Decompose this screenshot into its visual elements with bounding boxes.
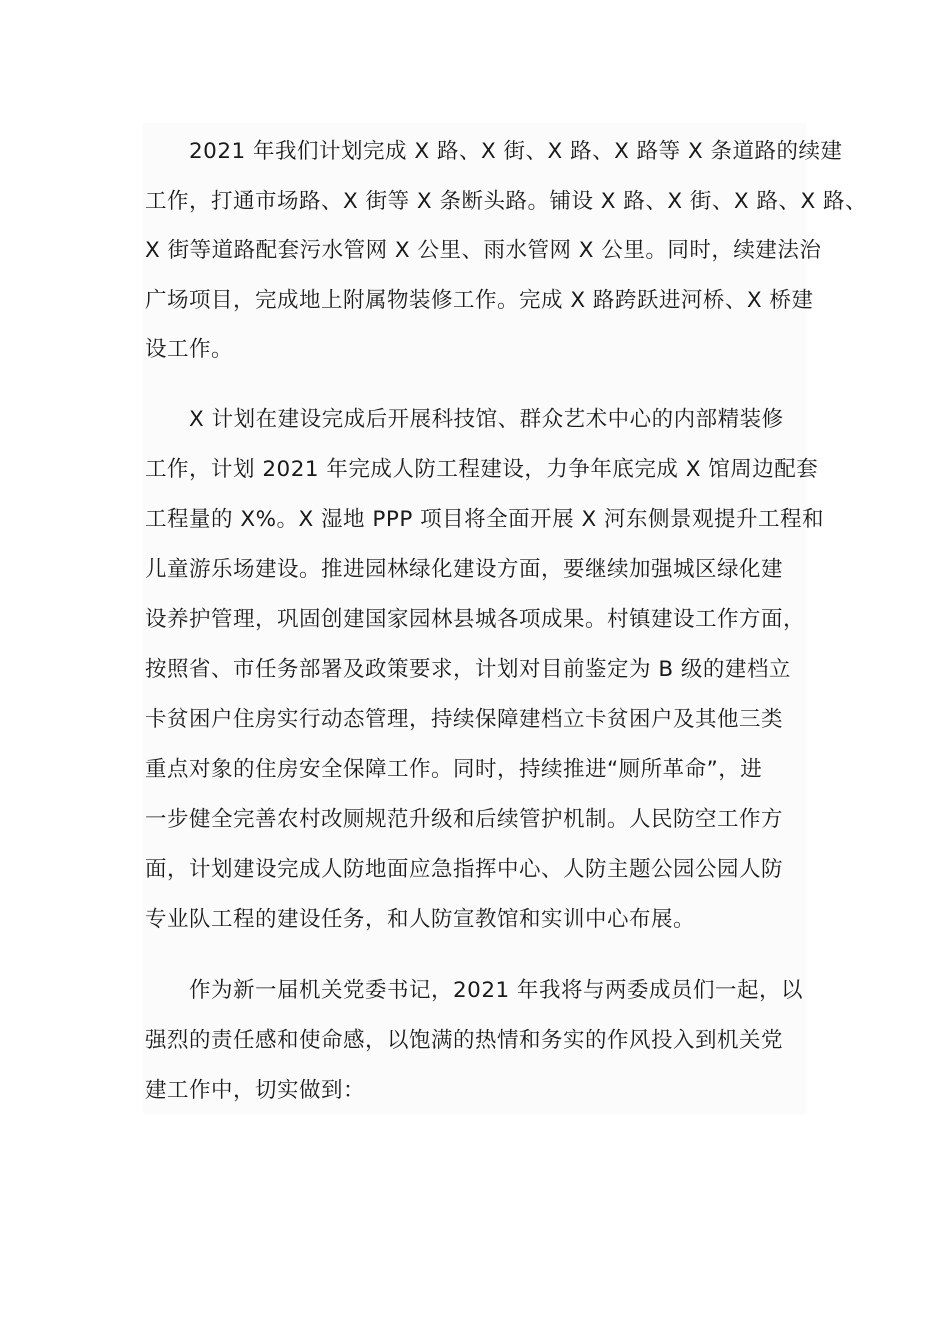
- paragraph-1-line-5: 设工作。: [145, 337, 234, 362]
- paragraph-3-line-3: 建工作中，切实做到：: [145, 1078, 366, 1103]
- paragraph-2-line-9: 一步健全完善农村改厕规范升级和后续管护机制。人民防空工作方: [145, 807, 784, 832]
- paragraph-2-line-8: 重点对象的住房安全保障工作。同时，持续推进“厕所革命”，进: [145, 757, 763, 782]
- paragraph-2-line-10: 面，计划建设完成人防地面应急指挥中心、人防主题公园公园人防: [145, 857, 784, 882]
- paragraph-2-line-5: 设养护管理，巩固创建国家园林县城各项成果。村镇建设工作方面，: [145, 607, 806, 632]
- paragraph-2-line-1: X 计划在建设完成后开展科技馆、群众艺术中心的内部精装修: [189, 407, 784, 432]
- paragraph-1-line-2: 工作，打通市场路、X 街等 X 条断头路。铺设 X 路、X 街、X 路、X 路、: [145, 189, 868, 214]
- paragraph-1-line-4: 广场项目，完成地上附属物装修工作。完成 X 路跨跃进河桥、X 桥建: [145, 288, 814, 313]
- paragraph-2-line-7: 卡贫困户住房实行动态管理，持续保障建档立卡贫困户及其他三类: [145, 707, 784, 732]
- paragraph-3-line-1: 作为新一届机关党委书记，2021 年我将与两委成员们一起，以: [189, 978, 804, 1003]
- paragraph-2-line-3: 工程量的 X%。X 湿地 PPP 项目将全面开展 X 河东侧景观提升工程和: [145, 507, 825, 532]
- paragraph-1-line-3: X 街等道路配套污水管网 X 公里、雨水管网 X 公里。同时，续建法治: [145, 238, 822, 263]
- text-block: [143, 123, 868, 1114]
- paragraph-1-line-1: 2021 年我们计划完成 X 路、X 街、X 路、X 路等 X 条道路的续建: [189, 139, 843, 164]
- paragraph-2-line-4: 儿童游乐场建设。推进园林绿化建设方面，要继续加强城区绿化建: [145, 557, 784, 582]
- paragraph-2-line-6: 按照省、市任务部署及政策要求，计划对目前鉴定为 B 级的建档立: [145, 657, 791, 682]
- paragraph-2-line-11: 专业队工程的建设任务，和人防宣教馆和实训中心布展。: [145, 907, 696, 932]
- paragraph-3-line-2: 强烈的责任感和使命感，以饱满的热情和务实的作风投入到机关党: [145, 1028, 784, 1053]
- paragraph-2-line-2: 工作，计划 2021 年完成人防工程建设，力争年底完成 X 馆周边配套: [145, 457, 819, 482]
